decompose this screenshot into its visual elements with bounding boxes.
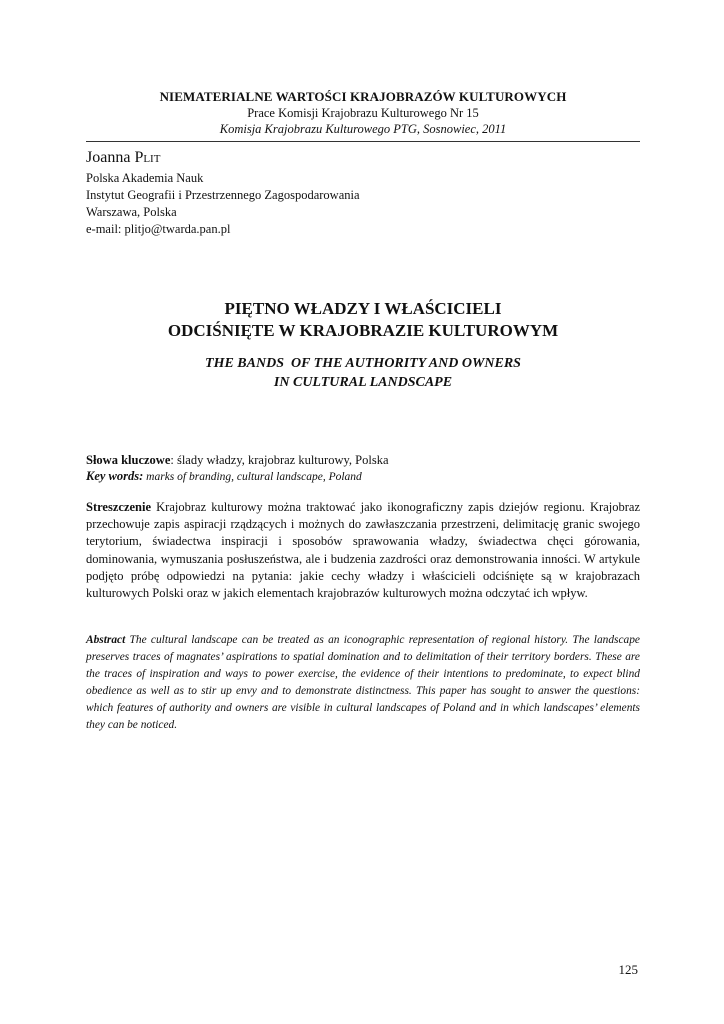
author-first-name: Joanna [86,149,131,166]
abstract-text: The cultural landscape can be treated as an iconographic representation of regional history. The landscape preserves traces of magnates’ aspirations to spatial domination and to delimitation of their territory borders. These are the traces of inspiration and ways to power exercise, the evidence of their intentions to predominate, to expect blind obedience as well as to stir up envy and to demonstrate distinctness. This paper has sought to answer the questions: which features of authority and owners are visible in cultural landscapes of Poland and in which landscapes’ elements they can be noticed. [86,634,640,732]
keywords-polish-label: Słowa kluczowe [86,453,171,467]
abstract-label: Abstract [86,634,126,646]
keywords-english-text: marks of branding, cultural landscape, Poland [143,471,362,483]
running-header [86,88,640,138]
author-email: e-mail: plitjo@twarda.pan.pl [86,222,231,236]
series-volume: Prace Komisji Krajobrazu Kulturowego Nr 15 [247,106,479,120]
keywords-english-label: Key words: [86,469,144,483]
title-polish-line: PIĘTNO WŁADZY I WŁAŚCICIELI [224,299,502,318]
abstract-paragraph [86,632,640,735]
affiliation-line: Warszawa, Polska [86,205,177,219]
series-title: NIEMATERIALNE WARTOŚCI KRAJOBRAZÓW KULTUROWYCH [159,89,567,104]
keywords-english [86,468,640,485]
title-english-line: IN CULTURAL LANDSCAPE [273,375,453,390]
keywords-polish [86,452,640,468]
streszczenie-text: Krajobraz kulturowy można traktować jako ikonograficzny zapis dziejów regionu. Krajobraz przechowuje zapis aspiracji rządzących i możnych do zawłaszczania przestrzeni, delimitację granic swojego terytorium, świadectwa inspiracji i sposobów sprawowania władzy, świadectwa chęci górowania, dominowania, wymuszania posłuszeństwa, ale i budzenia zazdrości oraz demonstrowania inności. W artykule podjęto próbę odpowiedzi na pytania: jakie cechy władzy i właścicieli odciśnięte są w krajobrazach kulturowych Polski oraz w jakich elementach krajobrazów kulturowych można odczytać ich wpływ. [86,500,640,601]
affiliation-line: Instytut Geografii i Przestrzennego Zagospodarowania [86,188,360,202]
streszczenie-label: Streszczenie [86,500,152,514]
streszczenie-paragraph [86,499,640,602]
publisher-line: Komisja Krajobrazu Kulturowego PTG, Sosnowiec, 2011 [219,122,507,136]
affiliation-line: Polska Akademia Nauk [86,171,204,185]
title-english [86,354,640,392]
header-divider [86,141,640,142]
title-polish-line: ODCIŚNIĘTE W KRAJOBRAZIE KULTUROWYM [167,321,559,340]
keywords-polish-text: : ślady władzy, krajobraz kulturowy, Polska [170,453,389,467]
keywords-block [86,452,640,485]
title-polish [86,298,640,342]
author-name [86,148,160,168]
author-affiliation [86,170,360,238]
title-english-line: THE BANDS OF THE AUTHORITY AND OWNERS [205,356,521,371]
author-last-name: Plit [134,149,161,166]
page-number: 125 [618,962,638,977]
